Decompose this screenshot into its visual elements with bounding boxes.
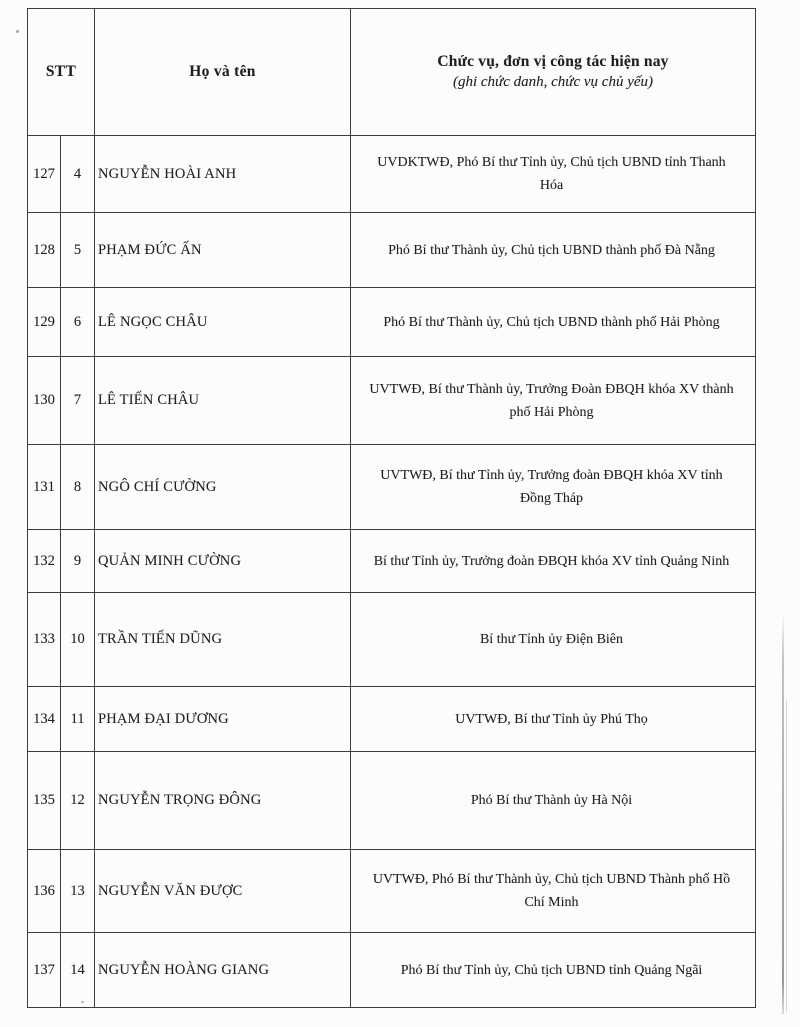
position-cell	[351, 850, 755, 932]
officials-table	[27, 8, 756, 1008]
sub-stt-cell: 6	[61, 288, 95, 356]
table-row	[28, 592, 755, 686]
position-text-line: Chí Minh	[524, 895, 579, 910]
name-cell: LÊ TIẾN CHÂU	[95, 357, 351, 444]
stt-cell: 128	[28, 213, 61, 287]
position-cell	[351, 593, 755, 686]
position-cell	[351, 357, 755, 444]
scan-speckle	[81, 1001, 84, 1003]
position-text-line: Bí thư Tỉnh ủy, Trưởng đoàn ĐBQH khóa XV tỉnh Quảng Ninh	[373, 553, 730, 569]
stt-cell: 131	[28, 445, 61, 529]
sub-stt-cell: 11	[61, 687, 95, 751]
header-cell-stt: STT	[28, 9, 95, 135]
sub-stt-cell: 12	[61, 752, 95, 849]
position-text-line: Phó Bí thư Thành ủy, Chủ tịch UBND thành phố Đà Nẵng	[388, 242, 715, 258]
stt-cell: 129	[28, 288, 61, 356]
sub-stt-cell: 5	[61, 213, 95, 287]
position-cell	[351, 752, 755, 849]
table-row	[28, 849, 755, 932]
name-cell: NGUYỄN HOÀNG GIANG	[95, 933, 351, 1007]
name-cell: NGUYỄN HOÀI ANH	[95, 136, 351, 212]
name-cell: NGUYỄN VĂN ĐƯỢC	[95, 850, 351, 932]
name-cell: PHẠM ĐẠI DƯƠNG	[95, 687, 351, 751]
position-cell	[351, 136, 755, 212]
position-cell	[351, 530, 755, 592]
position-cell	[351, 288, 755, 356]
position-text-line: UVTWĐ, Phó Bí thư Thành ủy, Chủ tịch UBND Thành phố Hồ	[372, 872, 731, 887]
position-text-line: UVTWĐ, Bí thư Tỉnh ủy Phú Thọ	[455, 711, 648, 727]
stt-cell: 136	[28, 850, 61, 932]
sub-stt-cell: 10	[61, 593, 95, 686]
header-cell-position	[351, 9, 755, 135]
scan-line-artifact-faint	[786, 700, 787, 1012]
position-text-line: Hóa	[539, 178, 564, 193]
sub-stt-cell: 13	[61, 850, 95, 932]
table-row	[28, 287, 755, 356]
table-header	[28, 9, 755, 135]
table-row	[28, 529, 755, 592]
position-text-line: phố Hải Phòng	[509, 404, 594, 420]
stt-cell: 135	[28, 752, 61, 849]
table-body	[28, 135, 755, 1007]
sub-stt-cell: 8	[61, 445, 95, 529]
stt-cell: 132	[28, 530, 61, 592]
sub-stt-cell: 9	[61, 530, 95, 592]
position-cell	[351, 933, 755, 1007]
name-cell: QUẢN MINH CƯỜNG	[95, 530, 351, 592]
position-text-line: Phó Bí thư Tỉnh ủy, Chủ tịch UBND tỉnh Quảng Ngãi	[400, 962, 703, 978]
table-row	[28, 686, 755, 751]
table-row	[28, 751, 755, 849]
position-text-line: Đồng Tháp	[519, 491, 584, 506]
header-position-subtitle: (ghi chức danh, chức vụ chủ yếu)	[452, 74, 654, 90]
name-cell: TRẦN TIẾN DŨNG	[95, 593, 351, 686]
name-cell: NGUYỄN TRỌNG ĐÔNG	[95, 752, 351, 849]
position-text-line: Phó Bí thư Thành ủy Hà Nội	[470, 793, 633, 808]
header-cell-name: Họ và tên	[95, 9, 351, 135]
scan-speckle	[16, 30, 19, 33]
sub-stt-cell: 14	[61, 933, 95, 1007]
table-row	[28, 444, 755, 529]
position-cell	[351, 445, 755, 529]
table-row	[28, 212, 755, 287]
stt-cell: 127	[28, 136, 61, 212]
position-text-line: Phó Bí thư Thành ủy, Chủ tịch UBND thành phố Hải Phòng	[383, 314, 720, 330]
table-row	[28, 356, 755, 444]
name-cell: LÊ NGỌC CHÂU	[95, 288, 351, 356]
stt-cell: 130	[28, 357, 61, 444]
position-text-line: Bí thư Tỉnh ủy Điện Biên	[479, 632, 624, 647]
name-cell: NGÔ CHÍ CƯỜNG	[95, 445, 351, 529]
table-row	[28, 135, 755, 212]
header-position-title: Chức vụ, đơn vị công tác hiện nay	[437, 53, 669, 70]
stt-cell: 133	[28, 593, 61, 686]
stt-cell: 137	[28, 933, 61, 1007]
table-row	[28, 932, 755, 1007]
scan-line-artifact	[782, 612, 784, 1014]
sub-stt-cell: 4	[61, 136, 95, 212]
position-text-line: UVTWĐ, Bí thư Tỉnh ủy, Trưởng đoàn ĐBQH khóa XV tỉnh	[380, 468, 723, 483]
sub-stt-cell: 7	[61, 357, 95, 444]
position-cell	[351, 687, 755, 751]
name-cell: PHẠM ĐỨC ẤN	[95, 213, 351, 287]
stt-cell: 134	[28, 687, 61, 751]
position-text-line: UVDKTWĐ, Phó Bí thư Tỉnh ủy, Chủ tịch UBND tỉnh Thanh	[377, 155, 726, 170]
position-text-line: UVTWĐ, Bí thư Thành ủy, Trưởng Đoàn ĐBQH khóa XV thành	[369, 381, 734, 397]
position-cell	[351, 213, 755, 287]
